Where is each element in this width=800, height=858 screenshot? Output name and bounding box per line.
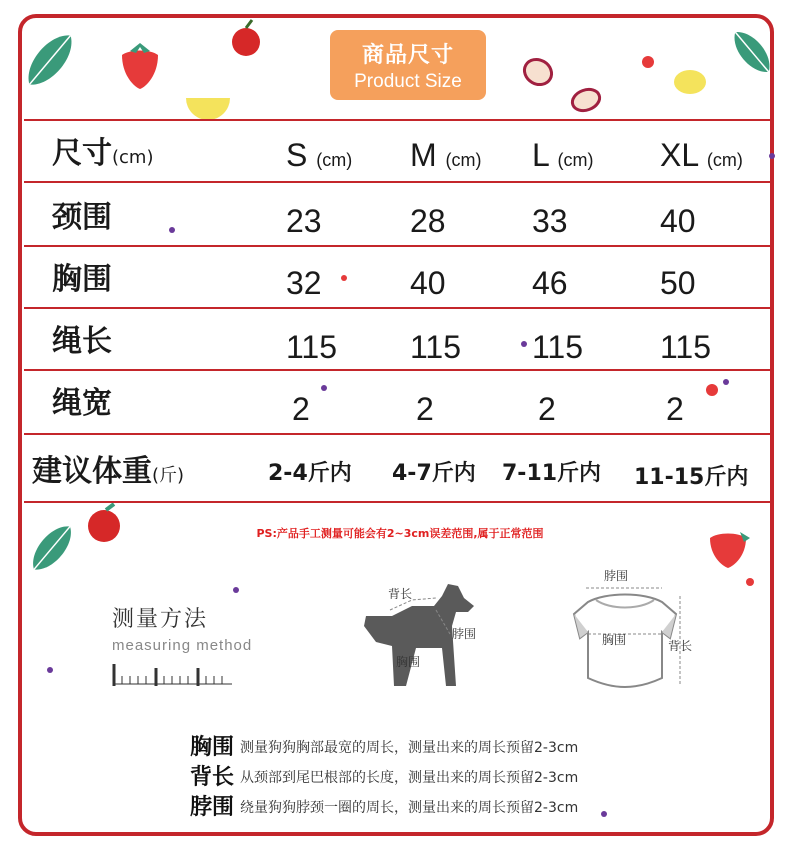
- title-badge: [330, 30, 486, 100]
- title-en: Product Size: [354, 71, 462, 92]
- table-cell: 115: [410, 329, 462, 365]
- description-back: 背长 从颈部到尾巴根部的长度，测量出来的周长预留2-3cm: [190, 765, 579, 790]
- method-title-zh: 测量方法: [112, 607, 209, 632]
- table-divider: [24, 369, 772, 371]
- header-label: 尺寸(cm): [52, 136, 154, 171]
- dog-label-neck: 脖围: [452, 627, 477, 641]
- table-cell: 50: [660, 265, 696, 301]
- table-cell: 2: [538, 391, 556, 427]
- apple-icon: [232, 20, 260, 56]
- shirt-label-neck: 脖围: [604, 569, 629, 583]
- strawberry-icon: [122, 43, 158, 89]
- row-label-rope-width: 绳宽: [52, 386, 112, 421]
- table-divider: [24, 245, 772, 247]
- apple-slice-icon: [569, 86, 602, 114]
- weight-cell: 2-4斤内: [268, 461, 352, 486]
- table-cell: 23: [286, 203, 322, 239]
- ps-note: PS:产品手工测量可能会有2~3cm误差范围,属于正常范围: [256, 527, 544, 540]
- leaf-icon: [727, 25, 778, 79]
- leaf-icon: [19, 27, 81, 93]
- description-neck: 脖围 绕量狗狗脖颈一圈的周长，测量出来的周长预留2-3cm: [190, 795, 579, 820]
- row-label-neck: 颈围: [52, 200, 112, 235]
- weight-cell: 11-15斤内: [634, 465, 749, 490]
- table-cell: 40: [660, 203, 696, 239]
- table-cell: 2: [666, 391, 684, 427]
- weight-label: 建议体重(斤): [32, 454, 185, 489]
- table-cell: 33: [532, 203, 568, 239]
- measuring-method: [112, 602, 252, 654]
- header-size-m: M (cm): [410, 137, 482, 173]
- table-cell: 32: [286, 265, 322, 301]
- table-cell: 2: [292, 391, 310, 427]
- row-label-rope-length: 绳长: [52, 324, 112, 359]
- lemon-icon: [674, 70, 706, 94]
- table-cell: 28: [410, 203, 446, 239]
- table-cell: 46: [532, 265, 568, 301]
- header-size-s: S (cm): [286, 137, 353, 173]
- shirt-label-chest: 胸围: [602, 633, 627, 647]
- lemon-icon: [186, 98, 230, 120]
- ruler-icon: [112, 662, 252, 688]
- dog-label-back: 背长: [388, 587, 413, 601]
- dog-diagram: [352, 576, 492, 696]
- weight-cell: 4-7斤内: [392, 461, 476, 486]
- weight-cell: 7-11斤内: [502, 461, 602, 486]
- shirt-label-back: 背长: [668, 639, 693, 653]
- table-divider: [24, 181, 772, 183]
- apple-slice-icon: [520, 55, 556, 90]
- table-divider: [24, 307, 772, 309]
- table-cell: 115: [532, 329, 584, 365]
- header-size-xl: XL (cm): [660, 137, 743, 173]
- table-cell: 40: [410, 265, 446, 301]
- table-divider: [24, 501, 772, 503]
- method-title-en: measuring method: [112, 637, 253, 654]
- description-chest: 胸围 测量狗狗胸部最宽的周长，测量出来的周长预留2-3cm: [190, 735, 579, 760]
- row-label-chest: 胸围: [52, 262, 112, 297]
- dog-label-chest: 胸围: [396, 655, 421, 669]
- table-divider: [24, 119, 772, 121]
- shirt-diagram: [566, 566, 706, 696]
- table-divider: [24, 433, 772, 435]
- table-cell: 2: [416, 391, 434, 427]
- table-cell: 115: [286, 329, 338, 365]
- title-zh: 商品尺寸: [361, 43, 454, 68]
- header-size-l: L (cm): [532, 137, 594, 173]
- table-cell: 115: [660, 329, 712, 365]
